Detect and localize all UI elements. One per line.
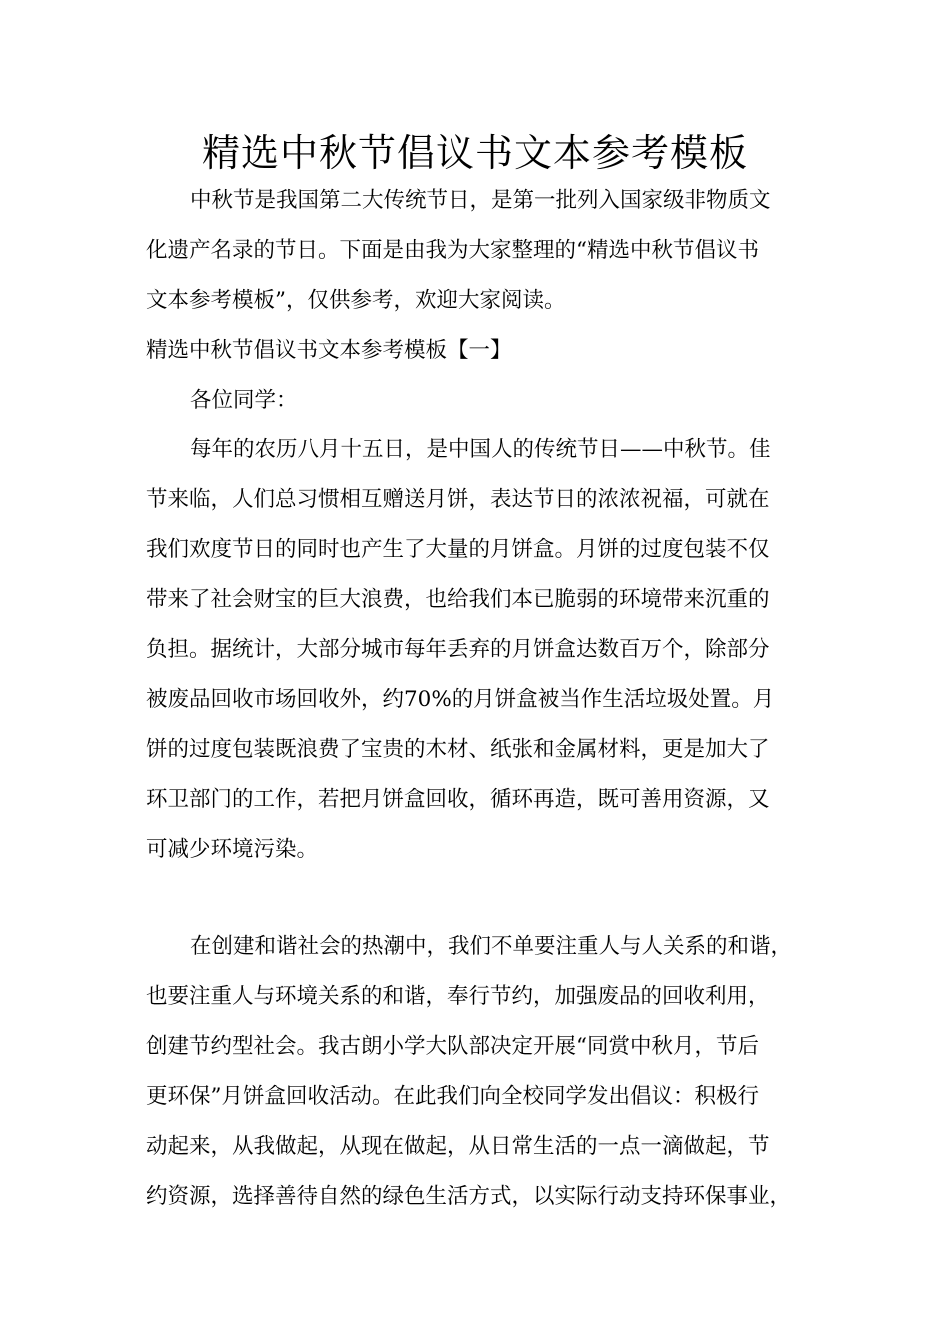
salutation: 各位同学： [190,388,298,413]
intro-line-3: 文本参考模板”，仅供参考，欢迎大家阅读。 [146,288,566,313]
paragraph-1-line-2: 节来临，人们总习惯相互赠送月饼，表达节日的浓浓祝福，可就在 [146,487,770,512]
paragraph-1-line-5: 负担。据统计，大部分城市每年丢弃的月饼盒达数百万个，除部分 [146,637,770,662]
paragraph-2-line-4: 更环保”月饼盒回收活动。在此我们向全校同学发出倡议：积极行 [146,1084,759,1109]
paragraph-2-line-3: 创建节约型社会。我古朗小学大队部决定开展“同赏中秋月，节后 [146,1034,759,1059]
paragraph-1-line-1: 每年的农历八月十五日，是中国人的传统节日——中秋节。佳 [190,437,771,462]
paragraph-1-line-6: 被废品回收市场回收外，约70%的月饼盒被当作生活垃圾处置。月 [146,687,775,712]
paragraph-1-line-8: 环卫部门的工作，若把月饼盒回收，循环再造，既可善用资源，又 [146,787,770,812]
paragraph-2-line-2: 也要注重人与环境关系的和谐，奉行节约，加强废品的回收利用， [146,984,770,1009]
paragraph-1-line-7: 饼的过度包装既浪费了宝贵的木材、纸张和金属材料，更是加大了 [146,737,770,762]
paragraph-2-line-5: 动起来，从我做起，从现在做起，从日常生活的一点一滴做起，节 [146,1134,770,1159]
document-title: 精选中秋节倡议书文本参考模板 [201,131,748,175]
paragraph-2-line-6: 约资源，选择善待自然的绿色生活方式，以实际行动支持环保事业， [146,1184,792,1209]
paragraph-1-line-4: 带来了社会财宝的巨大浪费，也给我们本已脆弱的环境带来沉重的 [146,587,770,612]
paragraph-1-line-3: 我们欢度节日的同时也产生了大量的月饼盒。月饼的过度包装不仅 [146,537,770,562]
section-heading: 精选中秋节倡议书文本参考模板【一】 [146,338,512,363]
paragraph-1-line-9: 可减少环境污染。 [146,837,319,862]
paragraph-2-line-1: 在创建和谐社会的热潮中，我们不单要注重人与人关系的和谐， [190,934,793,959]
intro-line-1: 中秋节是我国第二大传统节日，是第一批列入国家级非物质文 [190,188,771,213]
intro-line-2: 化遗产名录的节日。下面是由我为大家整理的“精选中秋节倡议书 [146,238,759,263]
